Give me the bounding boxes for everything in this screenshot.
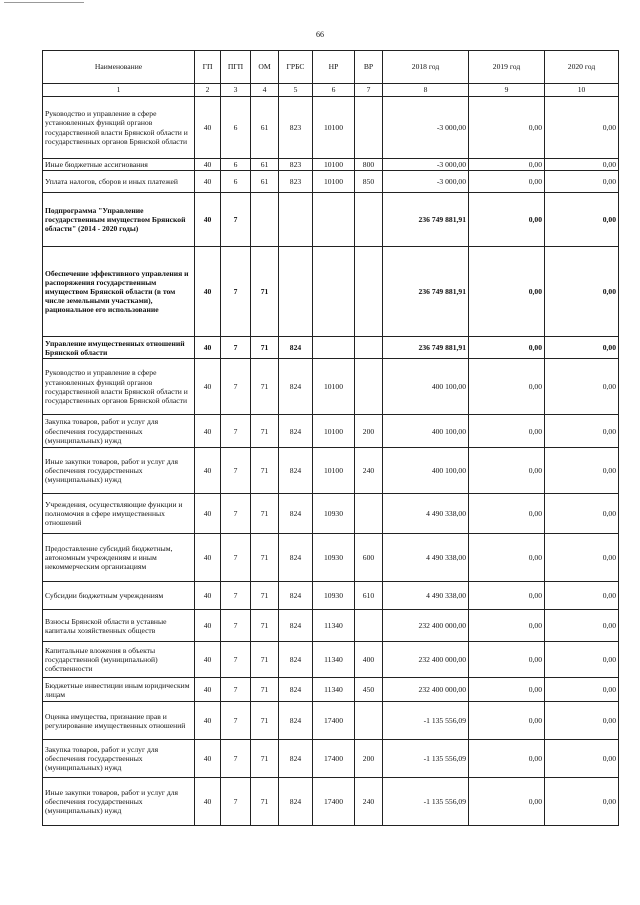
cell-grbs: 824	[279, 534, 313, 582]
header-row	[43, 51, 619, 84]
cell-grbs: 824	[279, 740, 313, 778]
cell-y2020: 0,00	[545, 740, 619, 778]
cell-om: 71	[251, 415, 279, 448]
cell-nr: 17400	[313, 702, 355, 740]
scan-edge-mark	[4, 2, 84, 6]
cell-grbs: 824	[279, 448, 313, 494]
cell-grbs: 824	[279, 702, 313, 740]
cell-grbs: 824	[279, 642, 313, 678]
cell-y2020: 0,00	[545, 448, 619, 494]
table-row	[43, 97, 619, 159]
cell-om: 71	[251, 448, 279, 494]
cell-gp: 40	[195, 359, 221, 415]
column-number: 10	[545, 84, 619, 97]
cell-om: 71	[251, 494, 279, 534]
header-grbs: ГРБС	[279, 51, 313, 84]
cell-name: Взносы Брянской области в уставные капиталы хозяйственных обществ	[43, 610, 195, 642]
cell-vr	[355, 247, 383, 337]
cell-nr: 11340	[313, 678, 355, 702]
cell-vr: 610	[355, 582, 383, 610]
cell-gp: 40	[195, 159, 221, 171]
cell-nr: 10100	[313, 448, 355, 494]
cell-y2018: 236 749 881,91	[383, 337, 469, 359]
cell-vr: 450	[355, 678, 383, 702]
cell-pgp: 7	[221, 678, 251, 702]
column-number: 2	[195, 84, 221, 97]
cell-om: 61	[251, 97, 279, 159]
cell-y2020: 0,00	[545, 415, 619, 448]
cell-gp: 40	[195, 642, 221, 678]
cell-pgp: 6	[221, 171, 251, 193]
table-row	[43, 337, 619, 359]
cell-grbs: 824	[279, 359, 313, 415]
cell-vr: 200	[355, 415, 383, 448]
column-number: 7	[355, 84, 383, 97]
cell-vr	[355, 359, 383, 415]
cell-y2018: 400 100,00	[383, 415, 469, 448]
cell-y2018: -1 135 556,09	[383, 702, 469, 740]
table-row	[43, 740, 619, 778]
cell-y2019: 0,00	[469, 534, 545, 582]
cell-pgp: 7	[221, 610, 251, 642]
cell-y2020: 0,00	[545, 97, 619, 159]
cell-pgp: 7	[221, 740, 251, 778]
cell-nr: 11340	[313, 610, 355, 642]
table-row	[43, 359, 619, 415]
cell-gp: 40	[195, 337, 221, 359]
cell-y2020: 0,00	[545, 534, 619, 582]
cell-gp: 40	[195, 247, 221, 337]
cell-y2018: 232 400 000,00	[383, 678, 469, 702]
cell-om: 71	[251, 582, 279, 610]
cell-y2019: 0,00	[469, 247, 545, 337]
cell-y2019: 0,00	[469, 159, 545, 171]
cell-name: Капитальные вложения в объекты государственной (муниципальной) собственности	[43, 642, 195, 678]
cell-y2018: -1 135 556,09	[383, 740, 469, 778]
cell-y2018: 236 749 881,91	[383, 247, 469, 337]
column-number: 9	[469, 84, 545, 97]
table-row	[43, 678, 619, 702]
cell-nr: 10100	[313, 415, 355, 448]
cell-om: 71	[251, 642, 279, 678]
cell-nr	[313, 337, 355, 359]
cell-grbs	[279, 247, 313, 337]
cell-om: 61	[251, 159, 279, 171]
cell-grbs: 824	[279, 678, 313, 702]
cell-y2018: 4 490 338,00	[383, 534, 469, 582]
header-nr: НР	[313, 51, 355, 84]
cell-pgp: 7	[221, 494, 251, 534]
cell-y2020: 0,00	[545, 582, 619, 610]
cell-gp: 40	[195, 448, 221, 494]
column-number: 3	[221, 84, 251, 97]
cell-y2019: 0,00	[469, 171, 545, 193]
cell-nr: 10930	[313, 534, 355, 582]
cell-gp: 40	[195, 778, 221, 826]
table-row	[43, 610, 619, 642]
cell-gp: 40	[195, 610, 221, 642]
cell-name: Закупка товаров, работ и услуг для обеспечения государственных (муниципальных) нужд	[43, 740, 195, 778]
column-number: 6	[313, 84, 355, 97]
cell-y2020: 0,00	[545, 678, 619, 702]
cell-y2018: 236 749 881,91	[383, 193, 469, 247]
cell-y2020: 0,00	[545, 193, 619, 247]
cell-om: 71	[251, 678, 279, 702]
cell-grbs: 823	[279, 171, 313, 193]
cell-pgp: 7	[221, 582, 251, 610]
cell-pgp: 7	[221, 642, 251, 678]
cell-vr	[355, 97, 383, 159]
cell-name: Оценка имущества, признание прав и регулирование имущественных отношений	[43, 702, 195, 740]
cell-pgp: 7	[221, 534, 251, 582]
cell-y2018: 232 400 000,00	[383, 610, 469, 642]
cell-y2018: -3 000,00	[383, 97, 469, 159]
cell-grbs: 824	[279, 778, 313, 826]
cell-vr	[355, 610, 383, 642]
cell-y2020: 0,00	[545, 610, 619, 642]
cell-y2020: 0,00	[545, 359, 619, 415]
table-row	[43, 159, 619, 171]
cell-y2019: 0,00	[469, 702, 545, 740]
cell-nr: 10100	[313, 159, 355, 171]
table-row	[43, 642, 619, 678]
cell-name: Учреждения, осуществляющие функции и полномочия в сфере имущественных отношений	[43, 494, 195, 534]
cell-nr: 10930	[313, 494, 355, 534]
column-number: 5	[279, 84, 313, 97]
cell-nr: 10100	[313, 359, 355, 415]
cell-vr: 240	[355, 448, 383, 494]
cell-gp: 40	[195, 97, 221, 159]
cell-y2018: -3 000,00	[383, 159, 469, 171]
cell-vr: 240	[355, 778, 383, 826]
cell-name: Руководство и управление в сфере установленных функций органов государственной власти Брянской области и государственных органов Брянской области	[43, 97, 195, 159]
cell-y2020: 0,00	[545, 159, 619, 171]
table-row	[43, 448, 619, 494]
cell-name: Субсидии бюджетным учреждениям	[43, 582, 195, 610]
cell-pgp: 7	[221, 359, 251, 415]
cell-grbs: 824	[279, 582, 313, 610]
cell-nr: 10100	[313, 97, 355, 159]
cell-pgp: 7	[221, 702, 251, 740]
cell-om	[251, 193, 279, 247]
header-pgp: ПГП	[221, 51, 251, 84]
cell-y2020: 0,00	[545, 702, 619, 740]
cell-y2018: 232 400 000,00	[383, 642, 469, 678]
cell-vr: 200	[355, 740, 383, 778]
cell-om: 71	[251, 740, 279, 778]
cell-om: 71	[251, 534, 279, 582]
table-body	[43, 97, 619, 826]
cell-om: 71	[251, 337, 279, 359]
cell-vr: 400	[355, 642, 383, 678]
cell-gp: 40	[195, 415, 221, 448]
cell-pgp: 7	[221, 337, 251, 359]
cell-grbs: 824	[279, 415, 313, 448]
cell-y2019: 0,00	[469, 642, 545, 678]
cell-gp: 40	[195, 534, 221, 582]
cell-y2020: 0,00	[545, 247, 619, 337]
table-row	[43, 778, 619, 826]
budget-table	[42, 50, 619, 826]
cell-name: Бюджетные инвестиции иным юридическим лицам	[43, 678, 195, 702]
table-row	[43, 171, 619, 193]
cell-pgp: 7	[221, 247, 251, 337]
cell-grbs: 824	[279, 494, 313, 534]
cell-grbs: 823	[279, 97, 313, 159]
cell-name: Иные закупки товаров, работ и услуг для обеспечения государственных (муниципальных) нужд	[43, 448, 195, 494]
cell-vr	[355, 337, 383, 359]
cell-vr	[355, 494, 383, 534]
cell-y2019: 0,00	[469, 494, 545, 534]
cell-grbs	[279, 193, 313, 247]
cell-nr: 17400	[313, 778, 355, 826]
cell-grbs: 824	[279, 610, 313, 642]
cell-pgp: 7	[221, 193, 251, 247]
cell-pgp: 6	[221, 97, 251, 159]
cell-name: Предоставление субсидий бюджетным, автономным учреждениям и иным некоммерческим организациям	[43, 534, 195, 582]
cell-y2019: 0,00	[469, 582, 545, 610]
header-2018: 2018 год	[383, 51, 469, 84]
cell-vr	[355, 193, 383, 247]
cell-y2019: 0,00	[469, 97, 545, 159]
cell-name: Иные бюджетные ассигнования	[43, 159, 195, 171]
header-name: Наименование	[43, 51, 195, 84]
header-om: ОМ	[251, 51, 279, 84]
cell-y2019: 0,00	[469, 678, 545, 702]
cell-gp: 40	[195, 678, 221, 702]
cell-y2020: 0,00	[545, 642, 619, 678]
table-row	[43, 534, 619, 582]
cell-y2019: 0,00	[469, 778, 545, 826]
header-gp: ГП	[195, 51, 221, 84]
cell-y2019: 0,00	[469, 610, 545, 642]
cell-om: 71	[251, 778, 279, 826]
cell-om: 71	[251, 247, 279, 337]
cell-name: Иные закупки товаров, работ и услуг для обеспечения государственных (муниципальных) нужд	[43, 778, 195, 826]
cell-y2018: 4 490 338,00	[383, 494, 469, 534]
cell-y2018: -3 000,00	[383, 171, 469, 193]
page-number: 66	[316, 30, 324, 39]
cell-gp: 40	[195, 494, 221, 534]
cell-name: Обеспечение эффективного управления и распоряжения государственным имуществом Брянской области (в том числе земельными участками), рациональное его использование	[43, 247, 195, 337]
cell-om: 71	[251, 702, 279, 740]
cell-vr: 600	[355, 534, 383, 582]
cell-name: Подпрограмма "Управление государственным имуществом Брянской области" (2014 - 2020 годы)	[43, 193, 195, 247]
cell-pgp: 7	[221, 778, 251, 826]
cell-om: 71	[251, 359, 279, 415]
table-row	[43, 582, 619, 610]
cell-nr	[313, 193, 355, 247]
cell-y2018: 4 490 338,00	[383, 582, 469, 610]
table-row	[43, 193, 619, 247]
cell-y2019: 0,00	[469, 359, 545, 415]
table-row	[43, 247, 619, 337]
cell-name: Закупка товаров, работ и услуг для обеспечения государственных (муниципальных) нужд	[43, 415, 195, 448]
cell-pgp: 7	[221, 415, 251, 448]
column-number: 1	[43, 84, 195, 97]
cell-y2018: 400 100,00	[383, 448, 469, 494]
cell-grbs: 823	[279, 159, 313, 171]
cell-y2020: 0,00	[545, 778, 619, 826]
cell-gp: 40	[195, 171, 221, 193]
cell-pgp: 7	[221, 448, 251, 494]
cell-pgp: 6	[221, 159, 251, 171]
cell-om: 61	[251, 171, 279, 193]
cell-y2020: 0,00	[545, 337, 619, 359]
table-row	[43, 494, 619, 534]
cell-vr	[355, 702, 383, 740]
cell-y2019: 0,00	[469, 448, 545, 494]
column-number-row	[43, 84, 619, 97]
cell-gp: 40	[195, 740, 221, 778]
cell-y2019: 0,00	[469, 337, 545, 359]
table-row	[43, 415, 619, 448]
cell-nr: 10100	[313, 171, 355, 193]
cell-gp: 40	[195, 193, 221, 247]
cell-nr: 17400	[313, 740, 355, 778]
cell-grbs: 824	[279, 337, 313, 359]
cell-name: Руководство и управление в сфере установленных функций органов государственной власти Брянской области и государственных органов Брянской области	[43, 359, 195, 415]
cell-nr	[313, 247, 355, 337]
header-vr: ВР	[355, 51, 383, 84]
column-number: 8	[383, 84, 469, 97]
cell-y2019: 0,00	[469, 193, 545, 247]
cell-y2020: 0,00	[545, 494, 619, 534]
column-number: 4	[251, 84, 279, 97]
cell-name: Управление имущественных отношений Брянской области	[43, 337, 195, 359]
cell-y2018: 400 100,00	[383, 359, 469, 415]
cell-nr: 11340	[313, 642, 355, 678]
cell-y2019: 0,00	[469, 415, 545, 448]
header-2019: 2019 год	[469, 51, 545, 84]
cell-vr: 850	[355, 171, 383, 193]
cell-y2018: -1 135 556,09	[383, 778, 469, 826]
header-2020: 2020 год	[545, 51, 619, 84]
cell-y2020: 0,00	[545, 171, 619, 193]
cell-name: Уплата налогов, сборов и иных платежей	[43, 171, 195, 193]
cell-nr: 10930	[313, 582, 355, 610]
cell-y2019: 0,00	[469, 740, 545, 778]
cell-gp: 40	[195, 582, 221, 610]
cell-om: 71	[251, 610, 279, 642]
cell-vr: 800	[355, 159, 383, 171]
cell-gp: 40	[195, 702, 221, 740]
table-row	[43, 702, 619, 740]
